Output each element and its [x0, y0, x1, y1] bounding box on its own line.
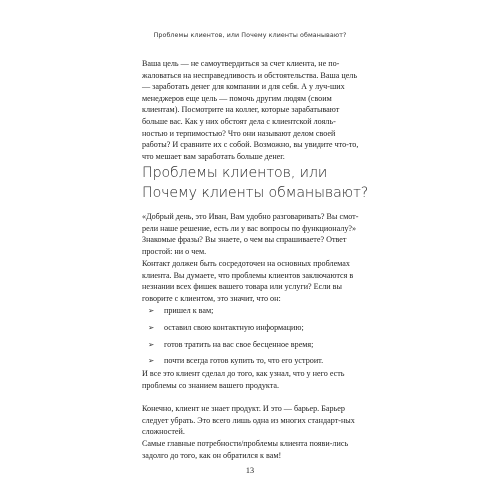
list-item	[148, 305, 368, 322]
arrow-bullet-icon: ➢	[148, 306, 155, 315]
list-item-text: почти всегда готов купить то, что его устроит.	[164, 356, 324, 366]
list-item-text: готов тратить на вас свое бесценное время;	[164, 339, 314, 349]
list-item	[148, 322, 368, 339]
page-number: 13	[245, 466, 255, 475]
paragraph-5: Конечно, клиент не знает продукт. И это — барьер. Барьер следует убрать. Это всего лишь одна из многих стандарт-ных сложностей.	[142, 404, 355, 437]
paragraph-3: Контакт должен быть сосредоточен на основных проблемах клиента. Вы думаете, что проблемы клиентов заключаются в незнании всех фишек вашего товара или услуги? Если вы говорите с клиентом, это значит, что он:	[142, 259, 354, 303]
running-head: Проблемы клиентов, или Почему клиенты обманывают?	[153, 32, 347, 39]
section-heading: Проблемы клиентов, или Почему клиенты обманывают?	[142, 165, 369, 201]
list-item-text: пришел к вам;	[164, 306, 214, 315]
arrow-bullet-icon: ➢	[148, 322, 155, 332]
list-item-text: оставил свою контактную информацию;	[164, 322, 304, 332]
list-item	[148, 339, 368, 356]
bullet-list	[148, 305, 368, 372]
paragraph-4: И все это клиент сделал до того, как узнал, что у него есть проблемы со знанием вашего продукта.	[142, 369, 345, 390]
paragraph-2: «Добрый день, это Иван, Вам удобно разговаривать? Вы смот-рели наше решение, есть ли у вас вопросы по функционалу?» Знакомые фразы? Вы знаете, о чем вы спрашиваете? Ответ простой: ни о чем.	[142, 212, 359, 256]
arrow-bullet-icon: ➢	[148, 356, 155, 366]
arrow-bullet-icon: ➢	[148, 339, 155, 349]
paragraph-1: Ваша цель — не самоутвердиться за счет клиента, не по-жаловаться на несправедливость и обстоятельства. Ваша цель — заработать денег для компании и для себя. А у луч-ших менеджеров еще цель — помочь другим людям (своим клиентам). Посмотрите на коллег, которые зарабатывают больше вас. Как у них обстоят дела с клиентской лояль-ностью и терпимостью? Что они называют делом своей работы? И сравните их с собой. Возможно, вы увидите что-то, что мешает вам заработать больше денег.	[142, 59, 359, 161]
paragraph-6: Самые главные потребности/проблемы клиента появи-лись задолго до того, как он обратился к вам!	[142, 439, 349, 460]
